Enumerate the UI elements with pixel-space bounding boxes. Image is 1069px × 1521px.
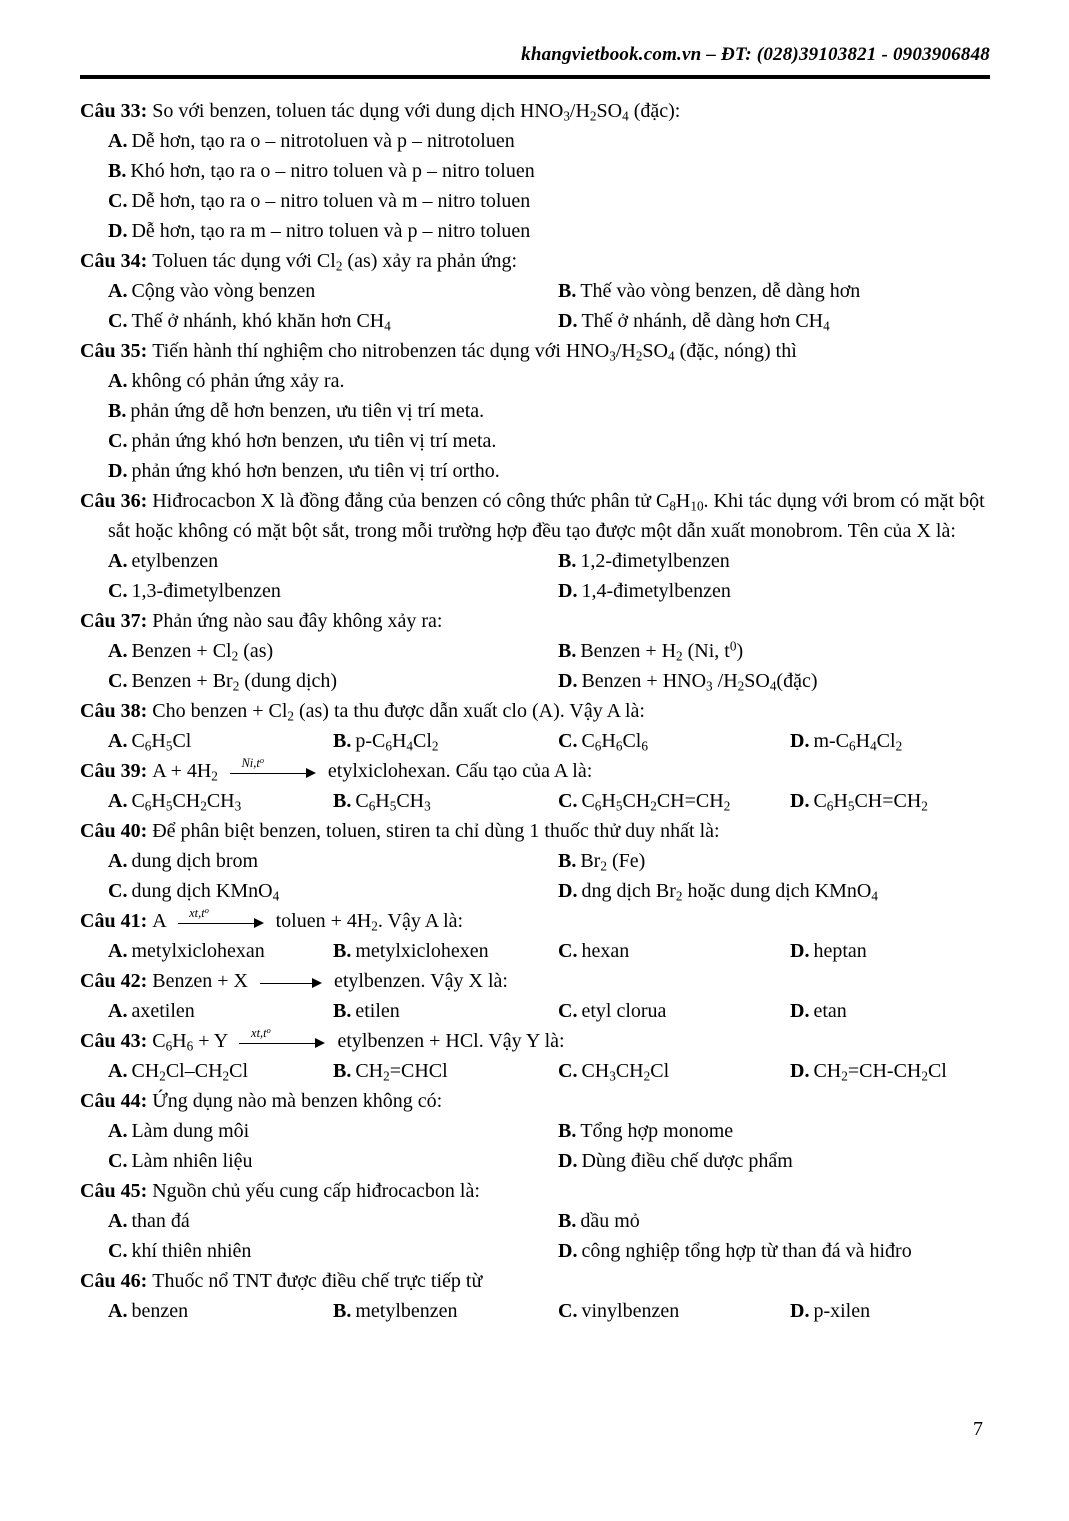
question-text: Phản ứng nào sau đây không xảy ra: [152, 610, 443, 632]
question-head [80, 966, 990, 996]
option [558, 306, 990, 336]
question-text: Hiđrocacbon X là đồng đẳng của benzen có công thức phân tử $C_8H_{10}$. Khi tác dụng với brom có mặt bột sắt hoặc không có mặt bột sắt, trong mỗi trường hợp đều tạo được một dẫn xuất monobrom. Tên của X là: [108, 490, 985, 542]
option-text: $CH_3CH_2Cl$ [581, 1060, 670, 1084]
options [108, 366, 990, 486]
option-letter: A. [108, 850, 128, 872]
question-number: Câu 42: [80, 970, 148, 992]
question-head [80, 246, 990, 276]
options [108, 1206, 990, 1266]
option-letter: A. [108, 280, 128, 302]
option-letter: A. [108, 1000, 128, 1022]
question-text: Toluen tác dụng với $Cl_2$ (as) xảy ra phản ứng: [152, 250, 518, 274]
option-text: công nghiệp tổng hợp từ than đá và hiđro [581, 1240, 912, 1262]
page-header [80, 44, 990, 79]
option-letter: C. [558, 940, 578, 962]
option-text: etilen [355, 1000, 400, 1022]
option-text: $C_6H_5CH_2CH=CH_2$ [581, 790, 731, 814]
question-head [80, 1026, 990, 1056]
option-letter: D. [558, 310, 578, 332]
option-text: Dễ hơn, tạo ra o – nitrotoluen và p – nitrotoluen [131, 130, 515, 152]
question [80, 486, 990, 606]
option-text: $CH_2=CH-CH_2Cl$ [813, 1060, 947, 1084]
option [108, 456, 990, 486]
option-text: dung dịch KMnO$_4$ [131, 880, 280, 904]
option-letter: B. [333, 940, 352, 962]
option [790, 726, 990, 756]
arrow-icon [260, 971, 322, 987]
question [80, 246, 990, 336]
option [333, 1296, 558, 1326]
option-letter: A. [108, 130, 128, 152]
option-letter: A. [108, 370, 128, 392]
question-number: Câu 35: [80, 340, 148, 362]
option-letter: C. [108, 310, 128, 332]
options [108, 126, 990, 246]
option-letter: B. [558, 850, 577, 872]
option [790, 936, 990, 966]
option-letter: D. [558, 1150, 578, 1172]
question-text: Để phân biệt benzen, toluen, stiren ta chỉ dùng 1 thuốc thử duy nhất là: [152, 820, 720, 842]
option-text: không có phản ứng xảy ra. [131, 370, 345, 392]
option-letter: C. [108, 880, 128, 902]
option-text: Benzen + $Br_2$ (dung dịch) [131, 670, 338, 694]
option-text: 1,2-đimetylbenzen [580, 550, 730, 572]
reaction-arrow-icon: $Ni,t^o$ [230, 761, 316, 777]
reaction-arrow-icon: $xt,t^o$ [239, 1031, 325, 1047]
page-number: 7 [973, 1418, 983, 1440]
option-text: metylxiclohexen [355, 940, 489, 962]
header-website-phone: khangvietbook.com.vn – ĐT: (028)39103821 - 0903906848 [521, 44, 990, 65]
option-text: Thế vào vòng benzen, dễ dàng hơn [580, 280, 861, 302]
question-text: $A + 4H_2$ $Ni,t^o$ etylxiclohexan. Cấu tạo của A là: [152, 755, 593, 784]
option-letter: D. [558, 580, 578, 602]
questions-list [80, 96, 990, 1326]
option-text: dng dịch $Br_2$ hoặc dung dịch KMnO$_4$ [581, 880, 878, 904]
question [80, 966, 990, 1026]
option-text: Khó hơn, tạo ra o – nitro toluen và p – nitro toluen [130, 160, 535, 182]
question-number: Câu 33: [80, 100, 148, 122]
option-text: phản ứng dễ hơn benzen, ưu tiên vị trí meta. [130, 400, 485, 422]
option-text: dung dịch brom [131, 850, 259, 872]
question [80, 606, 990, 696]
option [108, 996, 333, 1026]
option-letter: C. [108, 670, 128, 692]
question-head [80, 486, 990, 546]
option-text: khí thiên nhiên [131, 1240, 252, 1262]
option-text: 1,3-đimetylbenzen [131, 580, 281, 602]
option-letter: B. [333, 1060, 352, 1082]
question-number: Câu 46: [80, 1270, 148, 1292]
option-letter: A. [108, 1300, 128, 1322]
option-letter: D. [558, 1240, 578, 1262]
option [558, 576, 990, 606]
option-text: $C_6H_5CH_2CH_3$ [131, 790, 242, 814]
option-letter: B. [333, 1300, 352, 1322]
options [108, 1296, 990, 1326]
options [108, 786, 990, 816]
option [790, 1056, 990, 1086]
option [108, 396, 990, 426]
option [108, 1296, 333, 1326]
question-text: Tiến hành thí nghiệm cho nitrobenzen tác dụng với $HNO_3/H_2SO_4$ (đặc, nóng) thì [152, 340, 797, 364]
option-letter: A. [108, 730, 128, 752]
option-letter: B. [558, 550, 577, 572]
option-text: phản ứng khó hơn benzen, ưu tiên vị trí meta. [131, 430, 497, 452]
question-text: Thuốc nổ TNT được điều chế trực tiếp từ [152, 1270, 483, 1292]
option-letter: A. [108, 1060, 128, 1082]
option-letter: D. [790, 1300, 810, 1322]
option [108, 366, 990, 396]
question-number: Câu 37: [80, 610, 148, 632]
options [108, 636, 990, 696]
options [108, 546, 990, 606]
question-head [80, 606, 990, 636]
option [790, 996, 990, 1026]
option-text: axetilen [131, 1000, 195, 1022]
option [108, 666, 558, 696]
option [558, 1236, 990, 1266]
option-letter: C. [108, 580, 128, 602]
question-number: Câu 38: [80, 700, 148, 722]
question [80, 1266, 990, 1326]
option-letter: D. [558, 880, 578, 902]
question [80, 696, 990, 756]
option-text: $C_6H_5CH_3$ [355, 790, 431, 814]
question-number: Câu 34: [80, 250, 148, 272]
question-number: Câu 39: [80, 760, 148, 782]
question-text: A $xt,t^o$ toluen + $4H_2$. Vậy A là: [152, 905, 464, 934]
question-head [80, 696, 990, 726]
option [108, 1236, 558, 1266]
option-text: Benzen + $Cl_2$ (as) [131, 640, 274, 664]
option-letter: D. [790, 790, 810, 812]
option [108, 786, 333, 816]
option [108, 636, 558, 666]
option-text: than đá [131, 1210, 190, 1232]
question-text: $C_6H_6 + Y$ $xt,t^o$ etylbenzen + HCl. Vậy Y là: [152, 1025, 565, 1054]
option-text: Dễ hơn, tạo ra o – nitro toluen và m – nitro toluen [131, 190, 531, 212]
options [108, 1116, 990, 1176]
option-letter: D. [108, 220, 128, 242]
option-letter: A. [108, 550, 128, 572]
option [558, 1296, 790, 1326]
option [558, 726, 790, 756]
option [108, 306, 558, 336]
option-letter: D. [558, 670, 578, 692]
option-text: Thế ở nhánh, khó khăn hơn $CH_4$ [131, 310, 391, 334]
question [80, 1176, 990, 1266]
option-letter: D. [108, 460, 128, 482]
question [80, 336, 990, 486]
question [80, 96, 990, 246]
option [108, 1116, 558, 1146]
option-text: dầu mỏ [580, 1210, 640, 1232]
option-text: 1,4-đimetylbenzen [581, 580, 731, 602]
question-number: Câu 45: [80, 1180, 148, 1202]
option-text: Làm dung môi [131, 1120, 250, 1142]
option [790, 1296, 990, 1326]
option [790, 786, 990, 816]
option-text: Benzen + $H_2$ (Ni, $t^0$) [580, 638, 744, 664]
option-text: hexan [581, 940, 630, 962]
question-head [80, 756, 990, 786]
option [558, 546, 990, 576]
option-text: Tổng hợp monome [580, 1120, 734, 1142]
option-letter: B. [558, 280, 577, 302]
option-text: $CH_2Cl-CH_2Cl$ [131, 1060, 249, 1084]
option-text: $Br_2$ (Fe) [580, 850, 646, 874]
option-text: $C_6H_6Cl_6$ [581, 730, 648, 754]
option-letter: B. [558, 640, 577, 662]
question-text: Benzen + X etylbenzen. Vậy X là: [152, 970, 508, 992]
option [558, 636, 990, 666]
question-text: So với benzen, toluen tác dụng với dung dịch $HNO_3/H_2SO_4$ (đặc): [152, 100, 681, 124]
question-head [80, 96, 990, 126]
question-head [80, 1266, 990, 1296]
option [108, 546, 558, 576]
question-number: Câu 41: [80, 910, 148, 932]
option [558, 1116, 990, 1146]
question-number: Câu 40: [80, 820, 148, 842]
option-text: metylxiclohexan [131, 940, 265, 962]
question-text: Cho benzen + $Cl_2$ (as) ta thu được dẫn xuất clo (A). Vậy A là: [152, 700, 645, 724]
option-text: $p-C_6H_4Cl_2$ [355, 730, 439, 754]
option [558, 1056, 790, 1086]
option-text: metylbenzen [355, 1300, 458, 1322]
option-letter: B. [333, 1000, 352, 1022]
option [558, 786, 790, 816]
option-letter: B. [558, 1120, 577, 1142]
option-letter: C. [108, 1150, 128, 1172]
option-letter: C. [558, 1300, 578, 1322]
option [108, 216, 990, 246]
option-text: phản ứng khó hơn benzen, ưu tiên vị trí ortho. [131, 460, 500, 482]
option [108, 1206, 558, 1236]
reaction-arrow-icon: $xt,t^o$ [178, 911, 264, 927]
option-letter: C. [108, 1240, 128, 1262]
option [108, 576, 558, 606]
option [108, 1056, 333, 1086]
option-text: etylbenzen [131, 550, 219, 572]
options [108, 846, 990, 906]
option [558, 276, 990, 306]
option-letter: D. [790, 940, 810, 962]
question-text: Ứng dụng nào mà benzen không có: [152, 1090, 443, 1112]
question-head [80, 1086, 990, 1116]
question [80, 816, 990, 906]
options [108, 1056, 990, 1086]
options [108, 936, 990, 966]
question [80, 756, 990, 816]
option-text: vinylbenzen [581, 1300, 680, 1322]
question [80, 906, 990, 966]
option [108, 186, 990, 216]
option [558, 996, 790, 1026]
question-text: Nguồn chủ yếu cung cấp hiđrocacbon là: [152, 1180, 480, 1202]
option-text: Thế ở nhánh, dễ dàng hơn $CH_4$ [581, 310, 830, 334]
option-text: p-xilen [813, 1300, 871, 1322]
option [333, 786, 558, 816]
option [108, 936, 333, 966]
option-text: $CH_2=CHCl$ [355, 1060, 448, 1084]
option-letter: D. [790, 1000, 810, 1022]
option-letter: D. [790, 1060, 810, 1082]
option [558, 876, 990, 906]
options [108, 996, 990, 1026]
option-text: heptan [813, 940, 867, 962]
option-text: etan [813, 1000, 847, 1022]
option [558, 1206, 990, 1236]
option-text: $C_6H_5CH=CH_2$ [813, 790, 928, 814]
options [108, 726, 990, 756]
option [108, 726, 333, 756]
option-text: benzen [131, 1300, 189, 1322]
question-number: Câu 44: [80, 1090, 148, 1112]
option-letter: A. [108, 640, 128, 662]
option-letter: C. [558, 1060, 578, 1082]
option-text: Benzen + $HNO_3$ $/H_2SO_4(đặc)$ [581, 670, 818, 694]
option-letter: C. [558, 790, 578, 812]
question-number: Câu 43: [80, 1030, 148, 1052]
option [558, 1146, 990, 1176]
option [333, 726, 558, 756]
option-letter: C. [108, 430, 128, 452]
question-number: Câu 36: [80, 490, 148, 512]
option [333, 1056, 558, 1086]
option [108, 126, 990, 156]
option-letter: B. [108, 160, 127, 182]
option-letter: B. [108, 400, 127, 422]
option [108, 426, 990, 456]
option-letter: A. [108, 1120, 128, 1142]
option [333, 996, 558, 1026]
option-letter: A. [108, 790, 128, 812]
question-head [80, 1176, 990, 1206]
option-letter: C. [558, 730, 578, 752]
option-text: Dùng điều chế dược phẩm [581, 1150, 793, 1172]
option-text: Dễ hơn, tạo ra m – nitro toluen và p – nitro toluen [131, 220, 531, 242]
option-letter: B. [333, 790, 352, 812]
option-letter: B. [333, 730, 352, 752]
question-head [80, 816, 990, 846]
question-head [80, 336, 990, 366]
option-letter: C. [108, 190, 128, 212]
option-text: etyl clorua [581, 1000, 667, 1022]
options [108, 276, 990, 336]
option [558, 846, 990, 876]
option [108, 846, 558, 876]
option-letter: A. [108, 1210, 128, 1232]
question-head [80, 906, 990, 936]
option [558, 936, 790, 966]
option-text: Cộng vào vòng benzen [131, 280, 316, 302]
option [108, 876, 558, 906]
option-text: $m-C_6H_4Cl_2$ [813, 730, 903, 754]
option-letter: D. [790, 730, 810, 752]
option [558, 666, 990, 696]
option-letter: C. [558, 1000, 578, 1022]
option-letter: B. [558, 1210, 577, 1232]
option [108, 276, 558, 306]
option-letter: A. [108, 940, 128, 962]
option [108, 1146, 558, 1176]
option [333, 936, 558, 966]
question [80, 1086, 990, 1176]
option-text: $C_6H_5Cl$ [131, 730, 192, 754]
option-text: Làm nhiên liệu [131, 1150, 253, 1172]
option [108, 156, 990, 186]
question [80, 1026, 990, 1086]
